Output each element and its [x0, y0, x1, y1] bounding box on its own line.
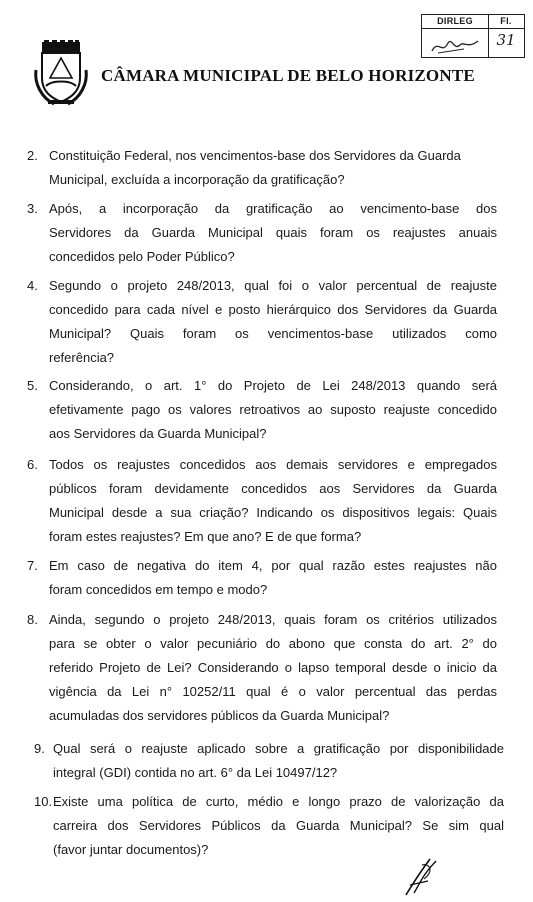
item-line: integral (GDI) contida no art. 6° da Lei 10497/12? [53, 765, 338, 780]
stamp-dirleg-label: DIRLEG [422, 15, 488, 29]
item-number: 7. [27, 558, 38, 573]
item-line: Considerando, o art. 1° do Projeto de Lei 248/2013 quando será [49, 378, 497, 393]
item-line: (favor juntar documentos)? [53, 842, 209, 857]
item-line: Em caso de negativa do item 4, por qual razão estes reajustes não [49, 558, 497, 573]
item-line: aos Servidores da Guarda Municipal? [49, 426, 267, 441]
stamp-folio-label: Fl. [488, 15, 524, 29]
item-line: concedido para cada nível e posto hierárquico dos Servidores da Guarda [49, 302, 497, 317]
item-number: 4. [27, 278, 38, 293]
item-line: Municipal? Quais foram os vencimentos-base utilizados como [49, 326, 497, 341]
item-line: Todos os reajustes concedidos aos demais servidores e empregados [49, 457, 497, 472]
item-number: 9. [34, 741, 45, 756]
item-line: Municipal desde a sua criação? Indicando os dispositivos legais: Quais [49, 505, 497, 520]
item-number: 8. [27, 612, 38, 627]
item-line: referência? [49, 350, 115, 365]
item-line: Servidores da Guarda Municipal quais foram os reajustes anuais [49, 225, 497, 240]
item-number: 5. [27, 378, 38, 393]
stamp-folio-cell [488, 15, 524, 57]
stamp-dirleg-cell [422, 15, 489, 57]
protocol-stamp [421, 14, 525, 58]
item-number: 2. [27, 148, 38, 163]
item-line: Municipal, excluída a incorporação da gratificação? [49, 172, 345, 187]
item-line: para se obter o valor pecuniário do abono que consta do art. 2° do [49, 636, 497, 651]
item-line: acumuladas dos servidores públicos da Guarda Municipal? [49, 708, 390, 723]
item-number: 3. [27, 201, 38, 216]
item-number: 6. [27, 457, 38, 472]
item-line: Segundo o projeto 248/2013, qual foi o valor percentual de reajuste [49, 278, 497, 293]
item-line: concedidos pelo Poder Público? [49, 249, 235, 264]
item-line: efetivamente pago os valores retroativos ao suposto reajuste concedido [49, 402, 497, 417]
item-number: 10. [34, 794, 53, 809]
item-line: públicos foram devidamente concedidos aos Servidores da Guarda [49, 481, 497, 496]
item-line: referido Projeto de Lei? Considerando o lapso temporal desde o inicio da [49, 660, 497, 675]
item-line: Constituição Federal, nos vencimentos-base dos Servidores da Guarda [49, 148, 461, 163]
item-line: Ainda, segundo o projeto 248/2013, quais foram os critérios utilizados [49, 612, 497, 627]
initials-signature [400, 855, 444, 899]
coat-of-arms-icon [32, 40, 90, 106]
page-title: CÂMARA MUNICIPAL DE BELO HORIZONTE [101, 66, 475, 85]
item-line: foram estes reajustes? Em que ano? E de que forma? [49, 529, 362, 544]
item-line: Após, a incorporação da gratificação ao vencimento-base dos [49, 201, 497, 216]
folio-number: 31 [496, 31, 516, 49]
item-line: vigência da Lei n° 10252/11 qual é o valor percentual das perdas [49, 684, 497, 699]
item-line: Qual será o reajuste aplicado sobre a gratificação por disponibilidade [53, 741, 504, 756]
item-line: Existe uma política de curto, médio e longo prazo de valorização da [53, 794, 504, 809]
item-line: carreira dos Servidores Públicos da Guarda Municipal? Se sim qual [53, 818, 504, 833]
item-line: foram concedidos em tempo e modo? [49, 582, 268, 597]
initials-mark [424, 29, 486, 57]
